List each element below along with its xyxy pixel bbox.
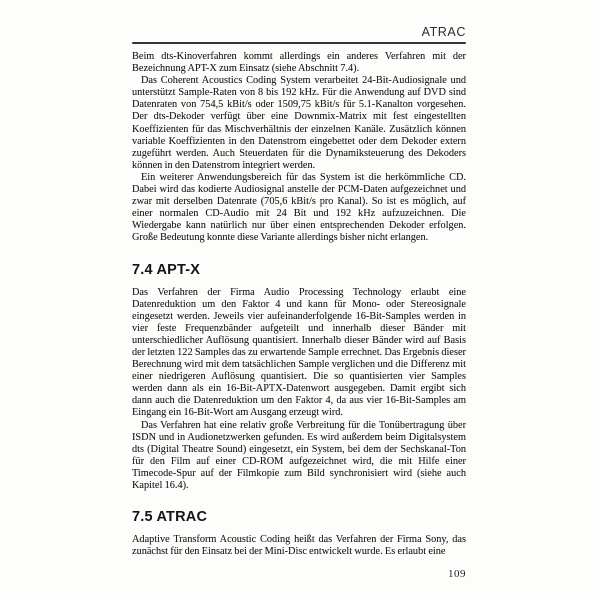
paragraph-cd-anwendung: Ein weiterer Anwendungsbereich für das System ist die herkömmliche CD. Dabei wird das kodierte Audiosignal anstelle der PCM-Daten aufgezeichnet und zwar mit derselben Datenrate (705,6 kBit/s pro Kanal). So ist es möglich, auf einer normalen CD-Audio mit 24 Bit und 192 kHz aufzuzeichnen. Die Wiedergabe kann natürlich nur über einen entsprechenden Dekoder erfolgen. Große Bedeutung konnte diese Variante allerdings bisher nicht erlangen. (132, 171, 466, 244)
running-header: ATRAC (421, 25, 466, 39)
paragraph-aptx-verfahren: Das Verfahren der Firma Audio Processing Technology erlaubt eine Datenreduktion um den Faktor 4 und kann für Mono- oder Stereosignale eingesetzt werden. Jeweils vier aufeinanderfolgende 16-Bit-Samples werden in vier feste Frequenzbänder aufgeteilt und innerhalb dieser Bänder mit unterschiedlicher Auflösung quantisiert. Innerhalb dieser Bänder wird auf Basis der letzten 122 Samples das zu erwartende Sample errechnet. Das Ergebnis dieser Berechnung wird mit dem tatsächlichen Sample verglichen und die Differenz mit einer niedrigeren Auflösung quantisiert. Die so quantisierten vier Samples werden dann als ein 16-Bit-APTX-Datenwort ausgegeben. Damit ergibt sich dann auch die Datenreduktion um den Faktor 4, da aus vier 16-Bit-Samples am Eingang ein 16-Bit-Wort am Ausgang erzeugt wird. (132, 286, 466, 419)
page-number: 109 (448, 568, 466, 580)
paragraph-coherent-acoustics: Das Coherent Acoustics Coding System verarbeitet 24-Bit-Audiosignale und unterstützt Sample-Raten von 8 bis 192 kHz. Für die Anwendung auf DVD sind Datenraten von 754,5 kBit/s oder 1509,75 kBit/s für 5.1-Kanalton vorgesehen. Der dts-Dekoder verfügt über eine Downmix-Matrix mit fest eingestellten Koeffizienten für das Mischverhältnis der einzelnen Kanäle. Zusätzlich können variable Koeffizienten in den Datenstrom eingebettet oder dem Dekoder extern zugeführt werden. Auch Steuerdaten für die Dynamiksteuerung des Dekoders können in den Datenstrom integriert werden. (132, 75, 466, 171)
text-column (132, 25, 466, 558)
header-rule (132, 42, 466, 44)
paragraph-atrac-intro: Adaptive Transform Acoustic Coding heißt das Verfahren der Firma Sony, das zunächst für den Einsatz bei der Mini-Disc entwickelt wurde. Es erlaubt eine (132, 534, 466, 558)
section-heading-7-5-atrac: 7.5 ATRAC (132, 509, 208, 526)
section-heading-7-4-apt-x: 7.4 APT-X (132, 261, 201, 278)
paragraph-dts-kinoverfahren: Beim dts-Kinoverfahren kommt allerdings ein anderes Verfahren mit der Bezeichnung APT-X zum Einsatz (siehe Abschnitt 7.4). (132, 51, 466, 75)
paragraph-aptx-verbreitung: Das Verfahren hat eine relativ große Verbreitung für die Tonübertragung über ISDN und in Audionetzwerken gefunden. Es wird außerdem beim Digitalsystem dts (Digital Theatre Sound) eingesetzt, ein System, bei dem der Sechskanal-Ton für den Film auf einer CD-ROM aufgezeichnet wird, die mit Hilfe einer Timecode-Spur auf der Filmkopie zum Bild synchronisiert wird (siehe auch Kapitel 16.4). (132, 419, 466, 491)
